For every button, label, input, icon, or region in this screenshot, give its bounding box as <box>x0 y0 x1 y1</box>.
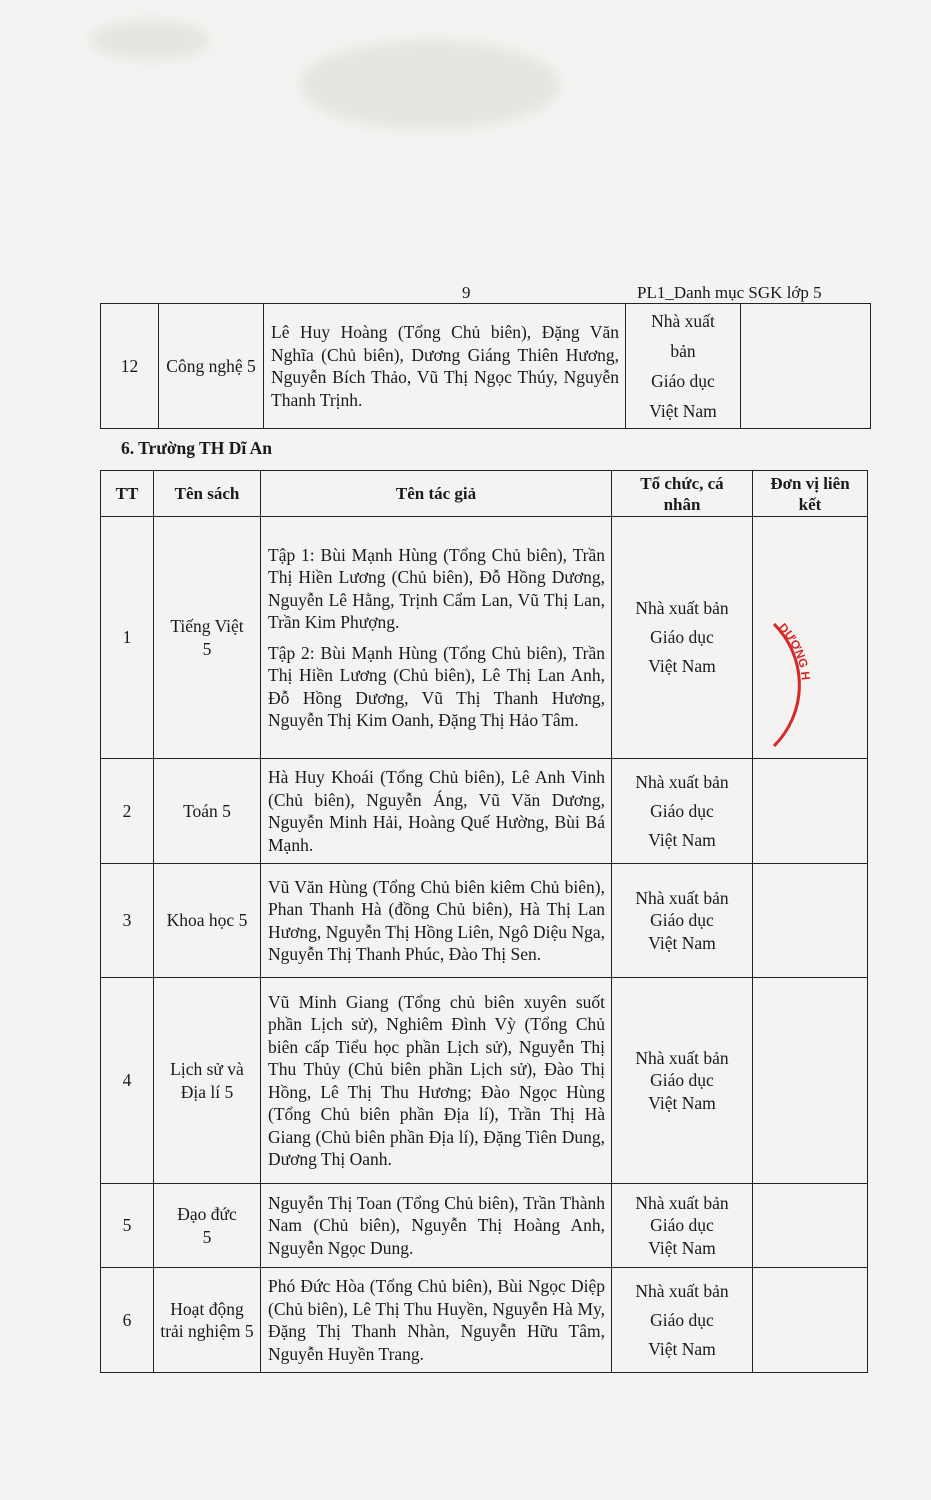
book-title: Lịch sử và Địa lí 5 <box>154 978 261 1184</box>
author-part-1: Tập 1: Bùi Mạnh Hùng (Tổng Chủ biên), Trần Thị Hiền Lương (Chủ biên), Đỗ Hồng Dương, Nguyễn Lê Hằng, Trịnh Cẩm Lan, Vũ Thị Lan, Trần Kim Phượng. <box>268 544 605 632</box>
partner-unit <box>753 1268 868 1373</box>
header-organization: Tổ chức, cá nhân <box>612 471 753 517</box>
svg-text:DƯƠNG H <box>776 620 813 680</box>
publisher: Nhà xuất bản Giáo dục Việt Nam <box>612 759 753 864</box>
seal-text: DƯƠNG H <box>775 620 813 681</box>
book-title: Công nghệ 5 <box>159 304 264 429</box>
textbook-table <box>100 470 868 1373</box>
table-row <box>101 759 868 864</box>
author-list: Nguyễn Thị Toan (Tổng Chủ biên), Trần Thành Nam (Chủ biên), Nguyễn Thị Hoàng Anh, Nguyễn Ngọc Dung. <box>261 1184 612 1268</box>
author-part-2: Tập 2: Bùi Mạnh Hùng (Tổng Chủ biên), Trần Thị Hiền Lương (Chủ biên), Lê Thị Lan Anh, Đỗ Hồng Dương, Vũ Thị Thanh Hương, Nguyễn Thị Kim Oanh, Đặng Thị Hảo Tâm. <box>268 642 605 730</box>
author-list: Lê Huy Hoàng (Tổng Chủ biên), Đặng Văn Nghĩa (Chủ biên), Dương Giáng Thiên Hương, Nguyễn Bích Thảo, Vũ Thị Ngọc Thúy, Nguyễn Thanh Trịnh. <box>264 304 626 429</box>
publisher: Nhà xuất bản Giáo dục Việt Nam <box>612 1184 753 1268</box>
seal-stamp <box>770 620 820 750</box>
row-number: 5 <box>101 1184 154 1268</box>
book-title: Khoa học 5 <box>154 864 261 978</box>
table-header-row <box>101 471 868 517</box>
publisher: Nhà xuất bản Giáo dục Việt Nam <box>612 1268 753 1373</box>
row-number: 3 <box>101 864 154 978</box>
header-book: Tên sách <box>154 471 261 517</box>
publisher: Nhà xuất bản Giáo dục Việt Nam <box>612 978 753 1184</box>
table-row <box>101 864 868 978</box>
scan-smudge <box>90 20 210 60</box>
row-number: 6 <box>101 1268 154 1373</box>
continued-table <box>100 303 871 429</box>
book-title: Hoạt động trải nghiệm 5 <box>154 1268 261 1373</box>
publisher: Nhà xuất bản Giáo dục Việt Nam <box>626 304 741 429</box>
document-title: PL1_Danh mục SGK lớp 5 <box>637 283 822 302</box>
book-title: Đạo đức 5 <box>154 1184 261 1268</box>
page-number: 9 <box>462 283 471 302</box>
author-list: Vũ Minh Giang (Tổng chủ biên xuyên suốt phần Lịch sử), Nghiêm Đình Vỳ (Tổng Chủ biên cấp Tiểu học phần Lịch sử), Nguyễn Thị Thu Thủy (Chủ biên phần Lịch sử), Đào Thị Hồng, Lê Thị Thu Hương; Đào Ngọc Hùng (Tổng Chủ biên phần Địa lí), Trần Thị Hà Giang (Chủ biên phần Địa lí), Đặng Tiên Dung, Dương Thị Oanh. <box>261 978 612 1184</box>
scan-smudge <box>300 40 560 130</box>
section-title: 6. Trường TH Dĩ An <box>121 438 272 458</box>
author-list: Vũ Văn Hùng (Tổng Chủ biên kiêm Chủ biên), Phan Thanh Hà (đồng Chủ biên), Hà Thị Lan Hương, Nguyễn Thị Hồng Liên, Ngô Diệu Nga, Nguyễn Thị Thanh Phúc, Đào Thị Sen. <box>261 864 612 978</box>
book-title: Toán 5 <box>154 759 261 864</box>
row-number: 2 <box>101 759 154 864</box>
author-list: Phó Đức Hòa (Tổng Chủ biên), Bùi Ngọc Diệp (Chủ biên), Lê Thị Thu Huyền, Nguyễn Hà My, Đặng Thị Thanh Nhàn, Nguyễn Hữu Tâm, Nguyễn Huyền Trang. <box>261 1268 612 1373</box>
partner-unit <box>753 1184 868 1268</box>
author-list <box>261 517 612 759</box>
publisher: Nhà xuất bản Giáo dục Việt Nam <box>612 864 753 978</box>
header-authors: Tên tác giả <box>261 471 612 517</box>
partner-unit <box>753 864 868 978</box>
author-list: Hà Huy Khoái (Tổng Chủ biên), Lê Anh Vinh (Chủ biên), Nguyễn Áng, Vũ Văn Dương, Nguyễn Minh Hải, Hoàng Quế Hường, Bùi Bá Mạnh. <box>261 759 612 864</box>
book-title: Tiếng Việt 5 <box>154 517 261 759</box>
header-tt: TT <box>101 471 154 517</box>
partner-unit <box>741 304 871 429</box>
partner-unit <box>753 759 868 864</box>
publisher: Nhà xuất bản Giáo dục Việt Nam <box>612 517 753 759</box>
table-row <box>101 978 868 1184</box>
header-partner: Đơn vị liên kết <box>753 471 868 517</box>
table-row <box>101 304 871 429</box>
row-number: 4 <box>101 978 154 1184</box>
table-row <box>101 1184 868 1268</box>
row-number: 1 <box>101 517 154 759</box>
row-number: 12 <box>101 304 159 429</box>
table-row <box>101 1268 868 1373</box>
partner-unit <box>753 978 868 1184</box>
table-row <box>101 517 868 759</box>
